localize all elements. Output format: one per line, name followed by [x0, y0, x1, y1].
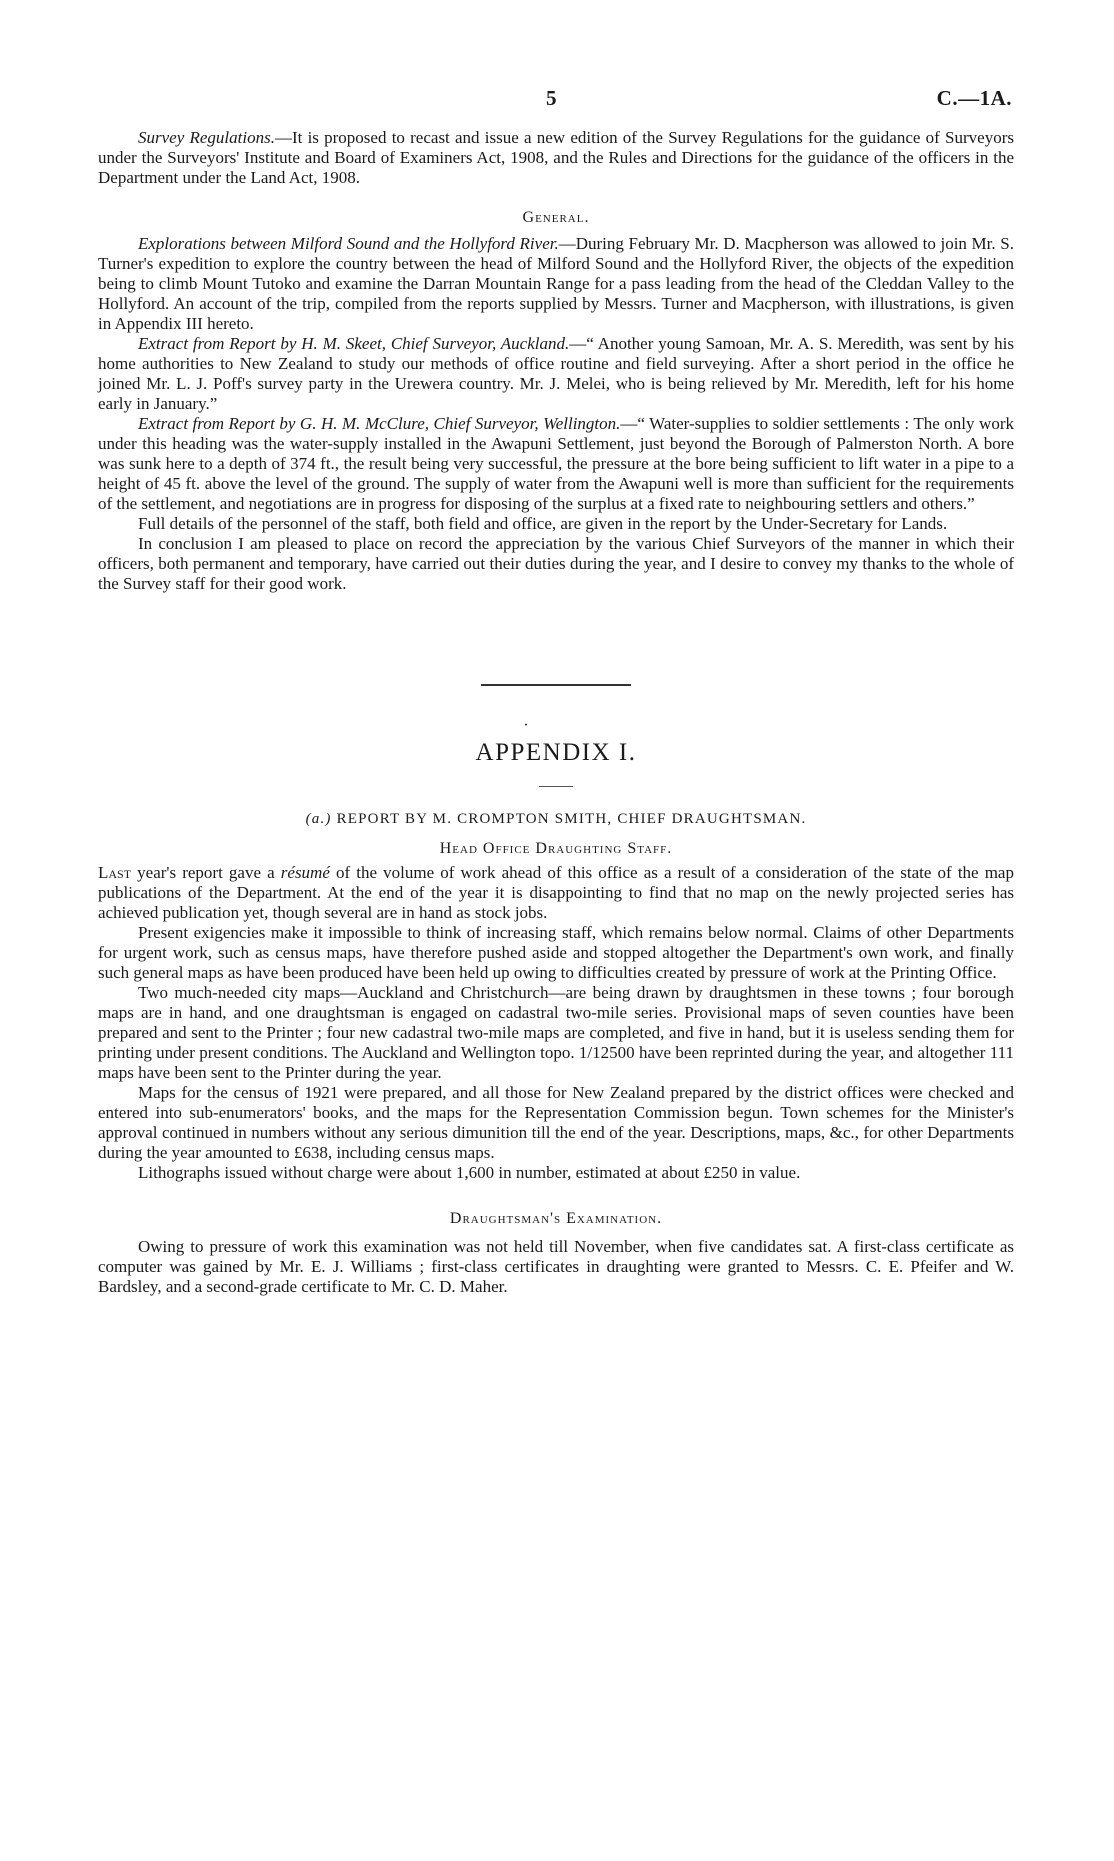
- general-heading: General.: [522, 209, 590, 226]
- staff-details-paragraph: Full details of the personnel of the staff, both field and office, are given in the report by the Under-Secretary for Lands.: [138, 514, 948, 533]
- wellington-extract-run-in: Extract from Report by G. H. M. McClure, Chief Surveyor, Wellington.: [138, 414, 621, 433]
- explorations-paragraph: [98, 234, 1014, 334]
- survey-regulations-run-in: Survey Regulations.: [138, 128, 275, 147]
- printer-dot: ·: [523, 717, 529, 734]
- report-title-text: REPORT BY M. CROMPTON SMITH, CHIEF DRAUGHTSMAN.: [336, 811, 807, 827]
- survey-regulations-text: —It is proposed to recast and issue a new edition of the Survey Regulations for the guidance of Surveyors under the Surveyors' Institute and Board of Examiners Act, 1908, and the Rules and Directions for the guidance of the officers in the Department under the Land Act, 1908.: [98, 128, 1015, 187]
- last-year-text-a: year's report gave a: [131, 863, 281, 882]
- wellington-extract-text: —“ Water-supplies to soldier settlements : The only work under this heading was the water-supply installed in the Awapuni Settlement, just beyond the Borough of Palmerston North. A bore was sunk here to a depth of 374 ft., the result being very successful, the pressure at the bore being sufficient to lift water in a pipe to a height of 45 ft. above the level of the ground. The supply of water from the Awapuni well is more than sufficient for the requirements of the settlement, and negotiations are in progress for disposing of the surplus at a fixed rate to neighbouring settlers and others.”: [98, 414, 1014, 513]
- report-title: [98, 809, 1014, 829]
- lithographs-paragraph: Lithographs issued without charge were about 1,600 in number, estimated at about £250 in value.: [138, 1163, 801, 1182]
- resume-word: résumé: [280, 863, 330, 882]
- staff-heading: Head Office Draughting Staff.: [439, 840, 673, 857]
- conclusion-paragraph: In conclusion I am pleased to place on record the appreciation by the various Chief Surveyors of the manner in which their officers, both permanent and temporary, have carried out their duties during the year, and I desire to convey my thanks to the whole of the Survey staff for their good work.: [98, 534, 1014, 593]
- exam-heading: Draughtsman's Examination.: [449, 1210, 663, 1227]
- census-maps-paragraph: Maps for the census of 1921 were prepared, and all those for New Zealand prepared by the district offices were checked and entered into sub-enumerators' books, and the maps for the Representation Commission begun. Town schemes for the Minister's approval continued in numbers without any serious dimunition till the end of the year. Descriptions, maps, &c., for other Departments during the year amounted to £638, including census maps.: [98, 1083, 1014, 1162]
- last-year-paragraph: [98, 863, 1014, 923]
- section-divider: [481, 684, 631, 686]
- exam-paragraph: Owing to pressure of work this examination was not held till November, when five candidates sat. A first-class certificate as computer was gained by Mr. E. J. Williams ; first-class certificates in draughting were granted to Messrs. C. E. Pfeifer and W. Bardsley, and a second-grade certificate to Mr. C. D. Maher.: [98, 1237, 1014, 1296]
- document-code: C.—1A.: [936, 86, 1012, 110]
- last-year-text-b: of the volume of work ahead of this office as a result of a consideration of the state of the map publications of the Department. At the end of the year it is disappointing to find that no map on the newly projected series has achieved publication yet, though several are in hand as stock jobs.: [98, 863, 1014, 922]
- auckland-extract-paragraph: [98, 334, 1014, 414]
- city-maps-paragraph: Two much-needed city maps—Auckland and Christchurch—are being drawn by draughtsmen in these towns ; four borough maps are in hand, and one draughtsman is engaged on cadastral two-mile series. Provisional maps of seven counties have been prepared and sent to the Printer ; four new cadastral two-mile maps are completed, and five in hand, but it is useless sending them for printing under present conditions. The Auckland and Wellington topo. 1/12500 have been reprinted during the year, and altogether 111 maps have been sent to the Printer during the year.: [98, 983, 1014, 1082]
- auckland-extract-text: —“ Another young Samoan, Mr. A. S. Meredith, was sent by his home authorities to New Zealand to study our methods of office routine and field surveying. After a short period in the office he joined Mr. L. J. Poff's survey party in the Urewera country. Mr. J. Melei, who is being relieved by Mr. Meredith, left for his home early in January.”: [98, 334, 1014, 413]
- appendix-rule: [539, 786, 573, 787]
- appendix-title: APPENDIX I.: [475, 739, 637, 766]
- exigencies-paragraph: Present exigencies make it impossible to think of increasing staff, which remains below normal. Claims of other Departments for urgent work, such as census maps, have therefore pushed aside and stopped altogether the Department's own work, and finally such general maps as have been produced have been held up owing to difficulties created by pressure of work at the Printing Office.: [98, 923, 1014, 982]
- wellington-extract-paragraph: [98, 414, 1014, 514]
- explorations-run-in: Explorations between Milford Sound and the Hollyford River.: [138, 234, 559, 253]
- report-label: (a.): [305, 811, 332, 827]
- auckland-extract-run-in: Extract from Report by H. M. Skeet, Chief Surveyor, Auckland.: [138, 334, 570, 353]
- survey-regulations-paragraph: [98, 128, 1014, 188]
- page-number: 5: [546, 86, 557, 110]
- last-year-lead: Last: [98, 863, 132, 882]
- running-head: [98, 88, 1014, 128]
- explorations-text: —During February Mr. D. Macpherson was allowed to join Mr. S. Turner's expedition to explore the country between the head of Milford Sound and the Hollyford River, the objects of the expedition being to climb Mount Tutoko and examine the Darran Mountain Range for a pass leading from the head of the Cleddan Valley to the Hollyford. An account of the trip, compiled from the reports supplied by Messrs. Turner and Macpherson, with illustrations, is given in Appendix III hereto.: [98, 234, 1014, 333]
